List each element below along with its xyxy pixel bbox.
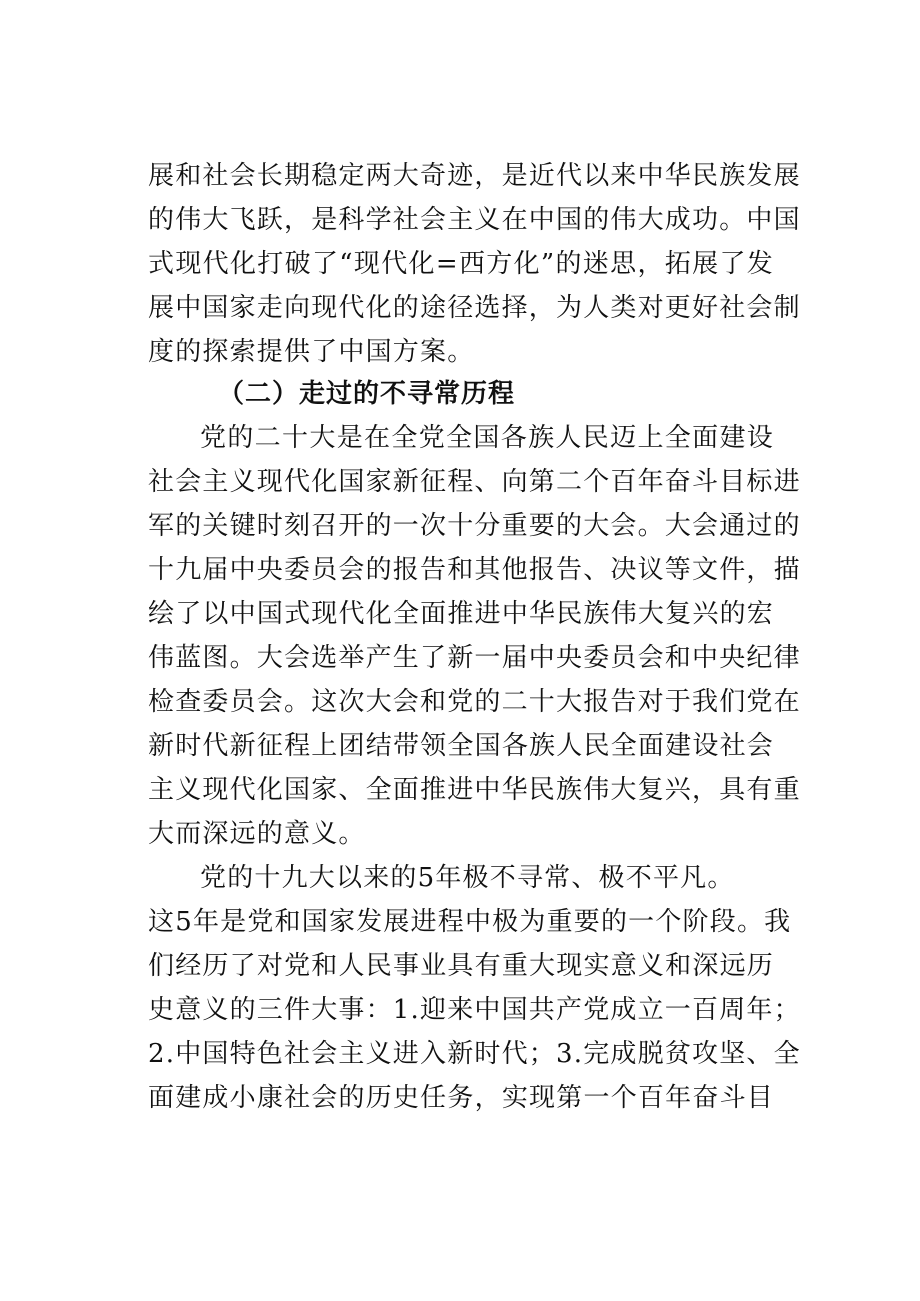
paragraph-line-end: 度的探索提供了中国方案。 <box>148 337 475 367</box>
paragraph-line: 绘了以中国式现代化全面推进中华民族伟大复兴的宏 <box>148 599 774 629</box>
paragraph-line: 新时代新征程上团结带领全国各族人民全面建设社会 <box>148 731 774 761</box>
paragraph-line: 主义现代化国家、全面推进中华民族伟大复兴，具有重 <box>148 775 801 805</box>
paragraph-first-line: 党的十九大以来的5年极不寻常、极不平凡。 <box>200 863 735 893</box>
paragraph-line: 展中国家走向现代化的途径选择，为人类对更好社会制 <box>148 293 801 323</box>
paragraph-line: 社会主义现代化国家新征程、向第二个百年奋斗目标进 <box>148 467 801 497</box>
paragraph-line: 检查委员会。这次大会和党的二十大报告对于我们党在 <box>148 687 801 717</box>
paragraph-line: 面建成小康社会的历史任务，实现第一个百年奋斗目 <box>148 1083 774 1113</box>
paragraph-line: 军的关键时刻召开的一次十分重要的大会。大会通过的 <box>148 511 801 541</box>
paragraph-line: 这5年是党和国家发展进程中极为重要的一个阶段。我 <box>148 907 792 937</box>
paragraph-first-line: 党的二十大是在全党全国各族人民迈上全面建设 <box>200 423 774 453</box>
paragraph-line: 伟蓝图。大会选举产生了新一届中央委员会和中央纪律 <box>148 643 801 673</box>
paragraph-line: 展和社会长期稳定两大奇迹，是近代以来中华民族发展 <box>148 161 801 191</box>
paragraph-line: 十九届中央委员会的报告和其他报告、决议等文件，描 <box>148 555 801 585</box>
paragraph-line: 2.中国特色社会主义进入新时代；3.完成脱贫攻坚、全 <box>148 1039 801 1069</box>
paragraph-line: 们经历了对党和人民事业具有重大现实意义和深远历 <box>148 951 774 981</box>
section-heading: （二）走过的不寻常历程 <box>218 379 516 409</box>
paragraph-line: 式现代化打破了“现代化=西方化”的迷思，拓展了发 <box>148 249 774 279</box>
paragraph-line-end: 大而深远的意义。 <box>148 819 366 849</box>
paragraph-line: 的伟大飞跃，是科学社会主义在中国的伟大成功。中国 <box>148 205 801 235</box>
paragraph-line: 史意义的三件大事：1.迎来中国共产党成立一百周年； <box>148 995 801 1025</box>
